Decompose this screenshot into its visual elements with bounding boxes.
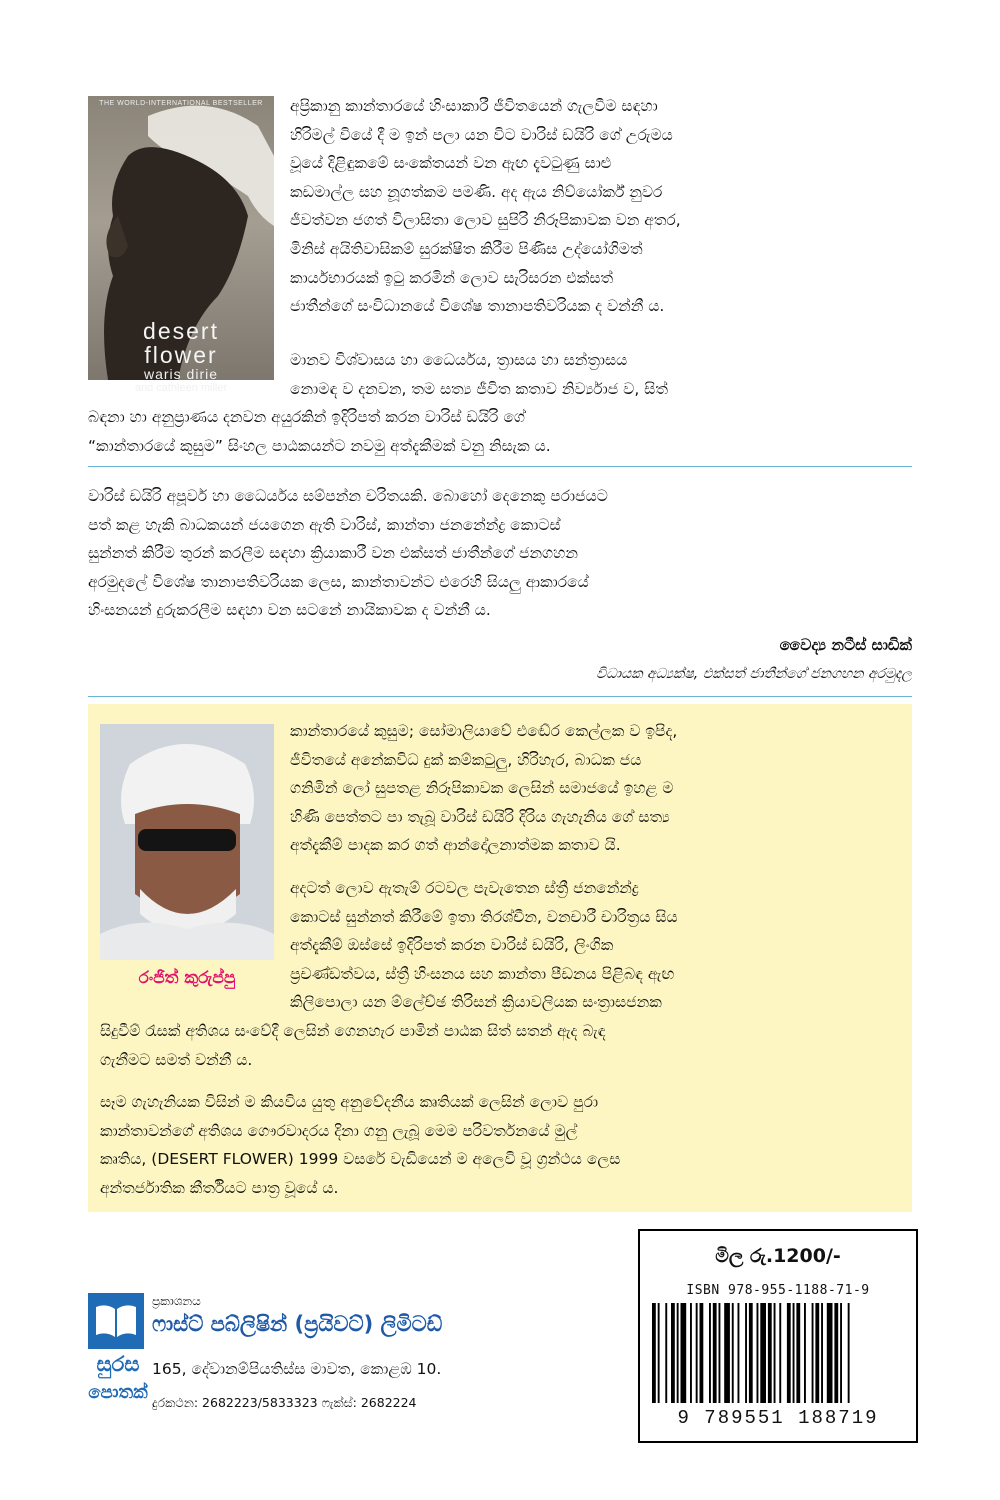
intro-paragraph-2-full [88, 403, 912, 460]
translator-paragraph-1 [290, 717, 912, 860]
barcode-digits: 9 789551 188719 [677, 1407, 879, 1429]
text-line: පත් කළ හැකි බාධකයන් ජයගෙන ඇති වාරිස්, කාන්තා ජනනේන්ද්‍ර කොටස් [88, 515, 561, 534]
bestseller-text: THE WORLD-INTERNATIONAL BESTSELLER [99, 100, 263, 107]
text-line: අන්තර්ජාතික කීර්තියට පාත්‍ර වූයේ ය. [100, 1178, 339, 1197]
barcode-icon [640, 1301, 916, 1411]
text-line: කාන්තාරයේ කුසුම; සෝමාලියාවේ එඬේර කෙල්ලක ව ඉපිද, [290, 722, 678, 740]
translator-name: රංජිත් කුරුප්පු [138, 968, 236, 988]
text-line: කාර්යභාරයක් ඉටු කරමින් ලොව සැරිසරන එක්සත් [290, 268, 614, 287]
text-line: ජීවිතයේ අනේකවිධ දුක් කම්කටුලු, හිරිහැර, බාධක ජය [290, 750, 642, 769]
logo-text-line2: පොතක් [88, 1382, 148, 1403]
text-line: කොටස් සුන්නත් කිරීමේ ඉතා තිරශ්චීන, වනචාරී චාරිත්‍රය සිය [290, 907, 678, 926]
text-line: හිරිමල් වියේ දී ම ඉන් පලා යන විට වාරිස් ඩයිරි ගේ උරුමය [290, 125, 673, 144]
publisher-address: 165, දේවානම්පියතිස්ස මාවත, කොළඹ 10. [152, 1360, 442, 1378]
book-cover-image [88, 96, 274, 394]
translator-paragraph-2-full [100, 1017, 912, 1074]
cover-author-line2: and cathleen miller [134, 382, 228, 394]
divider-line [88, 466, 912, 467]
text-line: “කාන්තාරයේ කුසුම” සිංහල පාඨකයන්ට නවමු අත්දැකීමක් වනු නිසැක ය. [88, 436, 551, 455]
text-line: බඳනා හා අනුප්‍රාණය දනවන අයුරකින් ඉදිරිපත් කරන වාරිස් ඩයිරි ගේ [88, 408, 525, 426]
cover-title-line1: desert [143, 318, 219, 344]
price-label: මිල රු.1200/- [715, 1245, 841, 1267]
isbn-text: ISBN 978-955-1188-71-9 [686, 1283, 870, 1298]
text-line: මිනිස් අයිතිවාසිකම් සුරක්ෂිත කිරීම පිණිස උද්යෝගිමත් [290, 239, 643, 258]
quote-signature-name: වෛද්‍ය නටීස් සාඩික් [779, 636, 912, 654]
logo-text-line1: සුරස [96, 1352, 140, 1376]
translator-portrait-icon [100, 724, 274, 960]
text-line: ජීවත්වන ජගත් විලාසිතා ලොව සුපිරි නිරූපිකාවක වන අතර, [290, 211, 681, 230]
text-line: අරමුදලේ විශේෂ තානාපතිවරියක ලෙස, කාන්තාවන්ට එරෙහි සියලු ආකාරයේ [88, 572, 589, 591]
price-barcode-box [638, 1229, 918, 1443]
publisher-name: ෆාස්ට් පබ්ලිෂින් (ප්‍රයිවට්) ලිමිටඩ් [152, 1312, 443, 1336]
text-line: වාරිස් ඩයිරි අපූර්ව හා ධෛර්යය සම්පන්න චරිතයකි. බොහෝ දෙනෙකු පරාජයට [88, 487, 608, 505]
text-line: සිදුවීම් රැසක් අතිශය සංවේදී ලෙසින් ගෙනහැර පාමින් පාඨක සිත් සතන් ඇද බැඳ [100, 1022, 606, 1040]
text-line: වූයේ දිළිඳුකමේ සංකේතයන් වන ඇඟ දැවටුණු සාළු [290, 154, 612, 173]
open-book-icon [88, 1293, 144, 1349]
intro-paragraph-2-indented [290, 346, 912, 403]
text-line: සෑම ගැහැනියක විසින් ම කියවිය යුතු අනුවේදනීය කෘතියක් ලෙසින් ලොව පුරා [100, 1093, 599, 1111]
text-line: අප්‍රිකානු කාන්තාරයේ හිංසාකාරී ජීවිතයෙන් ගැලවීම සඳහා [290, 97, 658, 115]
text-line: අත්දැකීම් පාදක කර ගත් ආන්දෝලනාත්මක කතාව යි. [290, 836, 621, 855]
quote-paragraph [88, 482, 912, 625]
publisher-phone: දුරකථන: 2682223/5833323 ෆැක්ස්: 2682224 [152, 1395, 417, 1410]
publisher-logo [88, 1293, 144, 1349]
divider-line [88, 696, 912, 697]
text-line: කෘතිය, (DESERT FLOWER) 1999 වසරේ වැඩියෙන් ම අලෙවි වූ ග්‍රන්ථය ලෙස [100, 1150, 621, 1169]
text-line: ගැනීමට සමත් වන්නී ය. [100, 1050, 253, 1069]
quote-signature-title: විධායක අධ්‍යක්ෂ, එක්සත් ජාතීන්ගේ ජනගහන අරමුදල [596, 666, 912, 682]
text-line: හිංසනයන් දුරුකරලීම සඳහා වන සටනේ නායිකාවක ද වන්නී ය. [88, 601, 491, 620]
cover-author-line1: waris dirie [143, 366, 218, 382]
translator-paragraph-2-indented [290, 874, 912, 1017]
text-line: කඩමාල්ල සහ නූගත්කම පමණි. අද ඇය නිව්යෝර්ක් නුවර [290, 182, 663, 201]
publisher-label: ප්‍රකාශනය [152, 1294, 201, 1308]
text-line: මානව විශ්වාසය හා ධෛර්යය, ත්‍රාසය හා සන්ත්‍රාසය [290, 351, 628, 369]
translator-photo [100, 724, 274, 960]
text-line: ගනිමින් ලෝ සුපතළ නිරූපිකාවක ලෙසින් සමාජයේ ඉහළ ම [290, 779, 674, 798]
text-line: නොමඳ ව දනවන, තම සත්‍ය ජීවිත කතාව නිර්ව්‍යාජ ව, සිත් [290, 379, 668, 398]
text-line: සුන්නත් කිරීම තුරන් කරලීම සඳහා ක්‍රියාකාරී වන එක්සත් ජාතීන්ගේ ජනගහන [88, 544, 578, 563]
text-line: ප්‍රචණ්ඩත්වය, ස්ත්‍රී හිංසනය සහ කාන්තා පීඩනය පිළිබඳ ඇඟ [290, 964, 675, 983]
text-line: කාන්තාවන්ගේ අතිශය ගෞරවාදරය දිනා ගනු ලැබූ මෙම පරිවර්තනයේ මුල් [100, 1121, 578, 1140]
cover-title-line2: flower [144, 342, 218, 368]
translator-paragraph-3 [100, 1088, 912, 1202]
text-line: කිලිපොලා යන ම්ලේච්ඡ තිරිසන් ක්‍රියාවලියක සංත්‍රාසජනක [290, 993, 662, 1012]
text-line: හිණි පෙත්තට පා තැබූ වාරිස් ඩයිරි දිරිය ගැහැනිය ගේ සත්‍ය [290, 807, 670, 826]
text-line: අත්දැකීම් ඔස්සේ ඉදිරිපත් කරන වාරිස් ඩයිරි, ලිංගික [290, 936, 614, 955]
text-line: ජාතීන්ගේ සංවිධානයේ විශේෂ තානාපතිවරියක ද වන්නී ය. [290, 297, 665, 316]
intro-paragraph-1 [290, 92, 912, 321]
text-line: අදටත් ලොව ඇතැම් රටවල පැවැතෙන ස්ත්‍රී ජනනේන්ද්‍ර [290, 879, 639, 897]
